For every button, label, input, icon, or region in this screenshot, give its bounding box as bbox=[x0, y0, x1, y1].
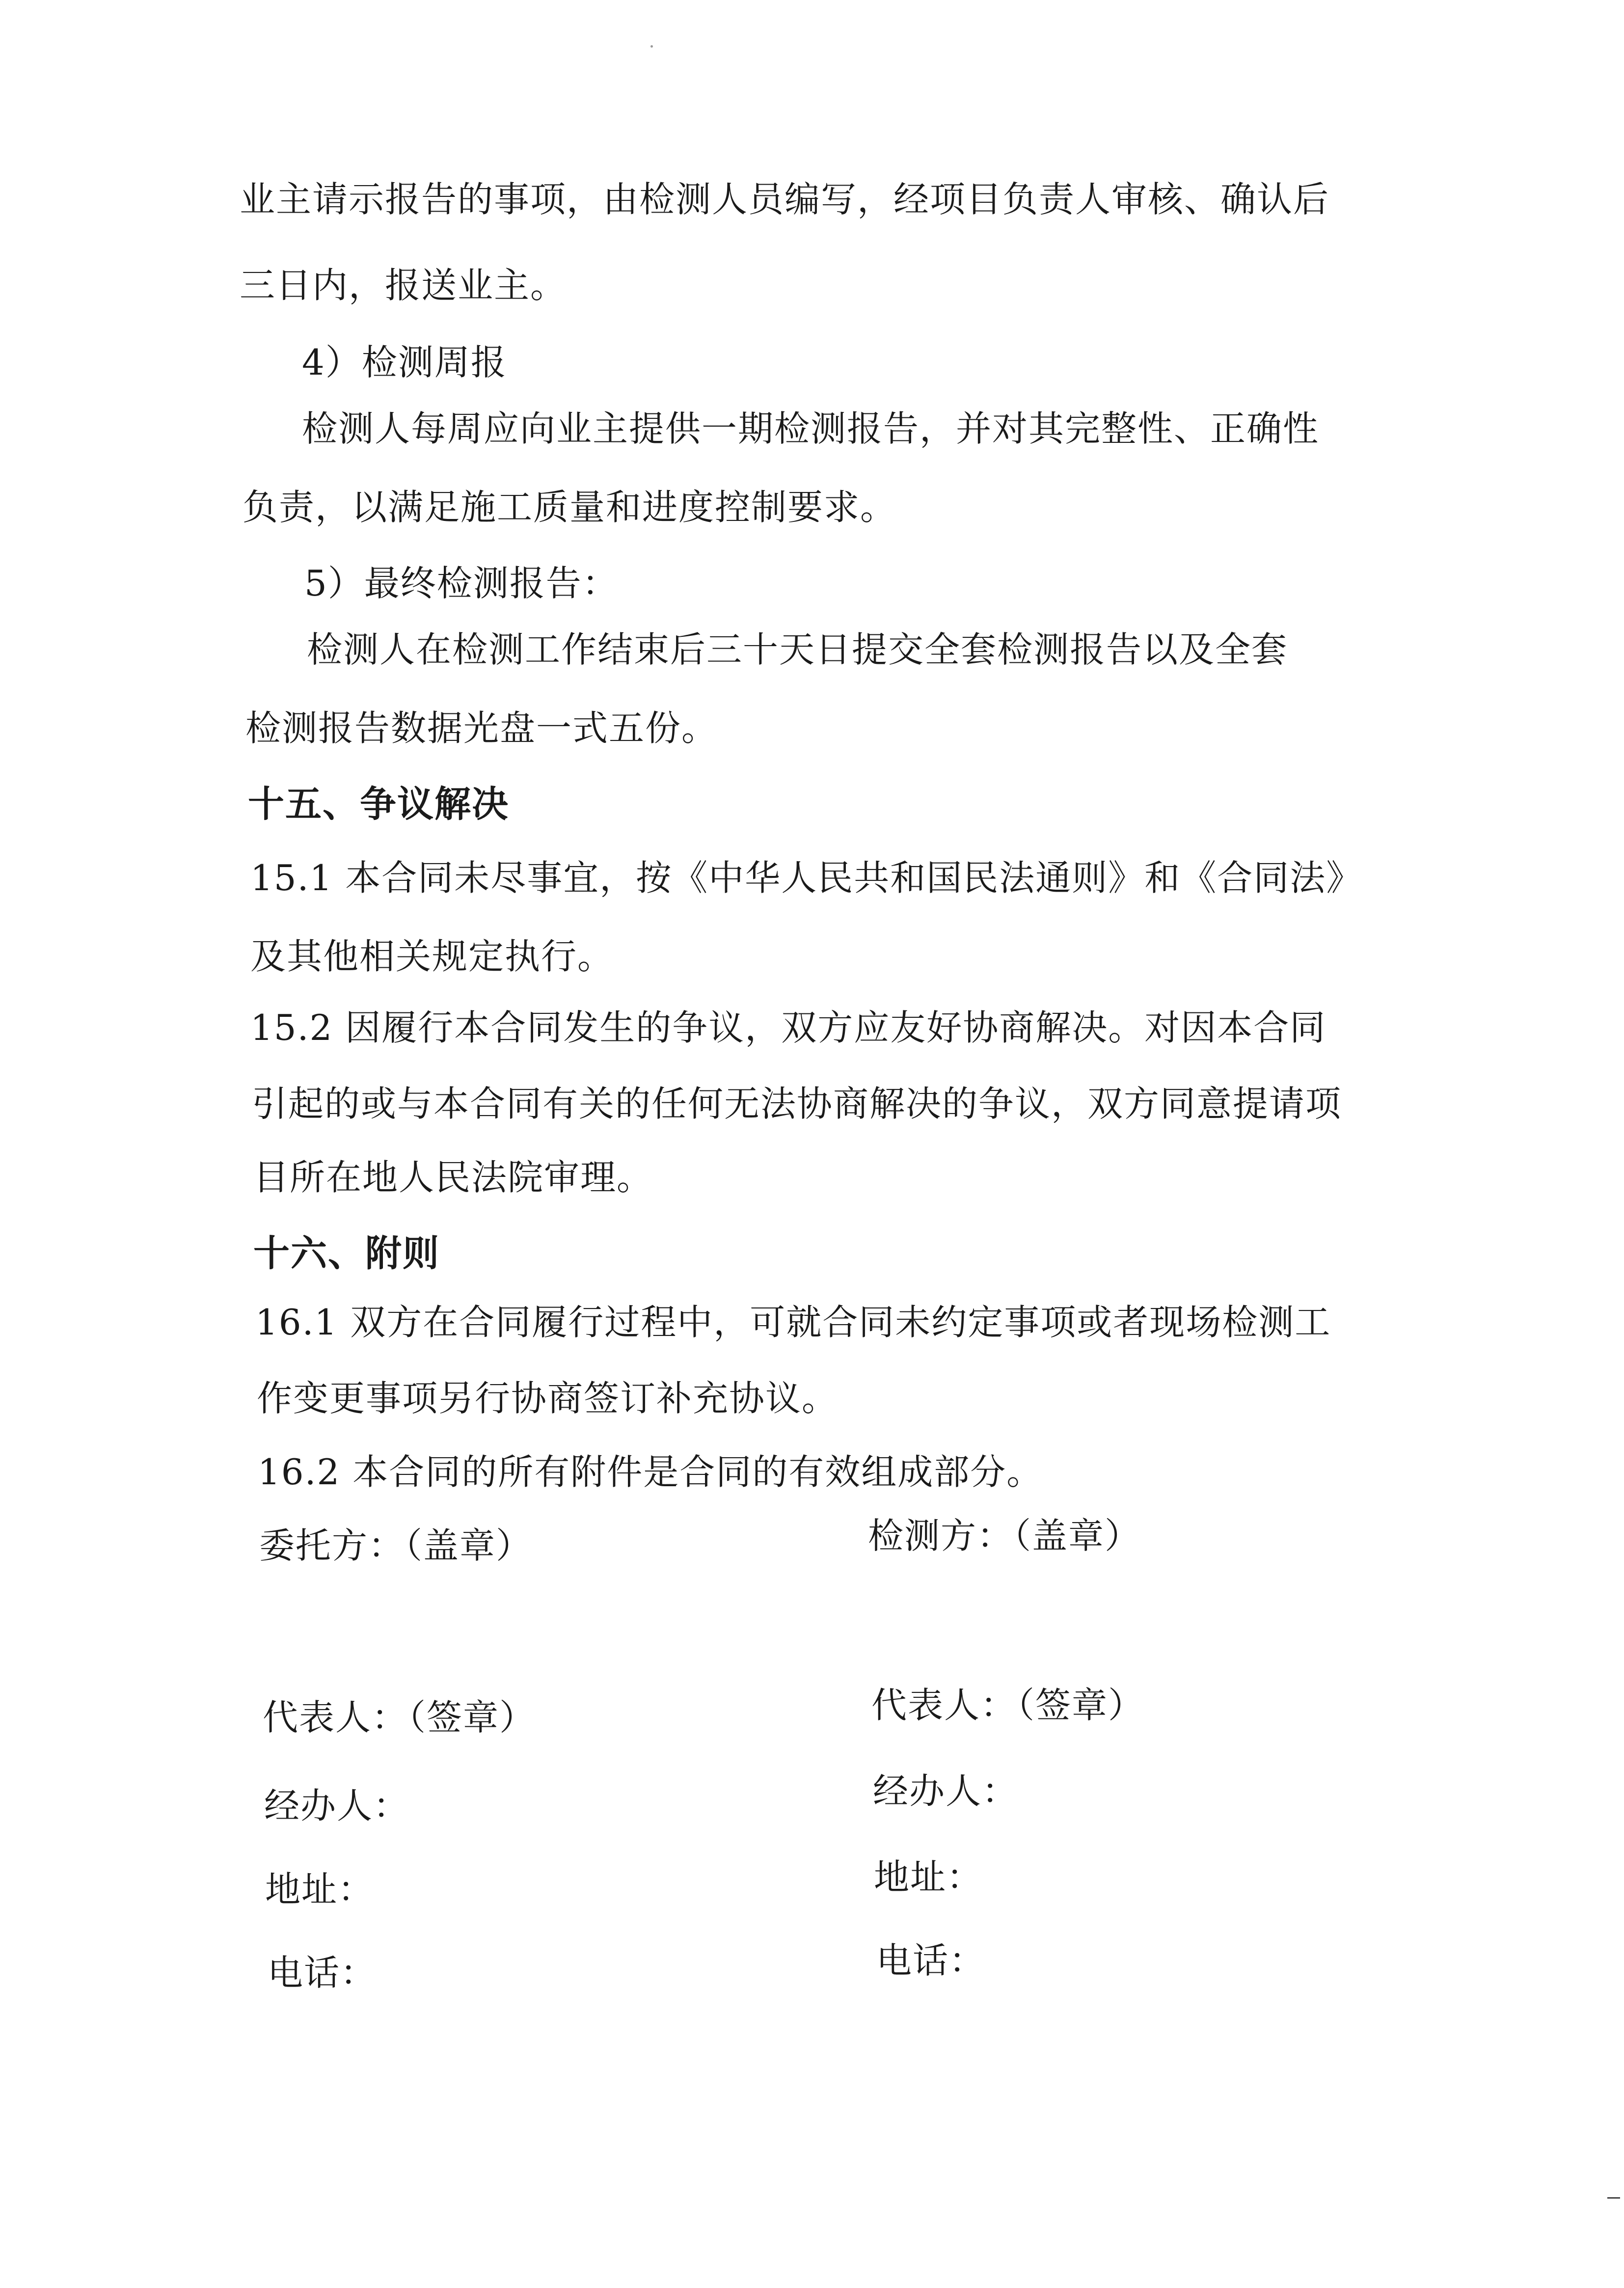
client-address-label: 地址： bbox=[265, 1869, 375, 1910]
clause-line: 16.2 本合同的所有附件是合同的有效组成部分。 bbox=[258, 1451, 1043, 1493]
clause-line: 15.2 因履行本合同发生的争议，双方应友好协商解决。对因本合同 bbox=[250, 1007, 1326, 1048]
tester-party-label: 检测方：（盖章） bbox=[868, 1515, 1141, 1556]
tester-phone-label: 电话： bbox=[876, 1940, 986, 1981]
client-handler-label: 经办人： bbox=[264, 1785, 410, 1826]
clause-line: 引起的或与本合同有关的任何无法协商解决的争议，双方同意提请项 bbox=[252, 1083, 1342, 1124]
paragraph-line: 检测人在检测工作结束后三十天日提交全套检测报告以及全套 bbox=[307, 629, 1288, 670]
clause-line: 16.1 双方在合同履行过程中，可就合同未约定事项或者现场检测工 bbox=[255, 1302, 1331, 1343]
client-phone-label: 电话： bbox=[268, 1952, 377, 1993]
paragraph-line: 业主请示报告的事项，由检测人员编写，经项目负责人审核、确认后 bbox=[240, 179, 1330, 220]
item-title: 5）最终检测报告： bbox=[304, 563, 619, 604]
tester-handler-label: 经办人： bbox=[873, 1770, 1019, 1812]
section-heading: 十五、争议解决 bbox=[248, 783, 509, 825]
paragraph-line: 三日内，报送业主。 bbox=[240, 265, 567, 306]
paragraph-line: 检测报告数据光盘一式五份。 bbox=[245, 708, 718, 749]
section-heading: 十六、附则 bbox=[253, 1232, 440, 1275]
clause-line: 作变更事项另行协商签订补充协议。 bbox=[257, 1378, 839, 1419]
clause-line: 目所在地人民法院审理。 bbox=[253, 1157, 653, 1198]
paragraph-line: 检测人每周应向业主提供一期检测报告，并对其完整性、正确性 bbox=[302, 408, 1320, 449]
tester-representative-label: 代表人：（签章） bbox=[871, 1685, 1145, 1726]
clause-line: 及其他相关规定执行。 bbox=[250, 936, 614, 977]
paragraph-line: 负责，以满足施工质量和进度控制要求。 bbox=[243, 487, 897, 528]
item-title: 4）检测周报 bbox=[302, 342, 507, 383]
client-representative-label: 代表人：（签章） bbox=[263, 1697, 536, 1738]
client-party-label: 委托方：（盖章） bbox=[259, 1525, 533, 1566]
scan-speck bbox=[650, 45, 653, 48]
scan-edge-mark bbox=[1607, 2197, 1620, 2199]
tester-address-label: 地址： bbox=[874, 1856, 983, 1898]
clause-line: 15.1 本合同未尽事宜，按《中华人民共和国民法通则》和《合同法》 bbox=[250, 857, 1363, 899]
